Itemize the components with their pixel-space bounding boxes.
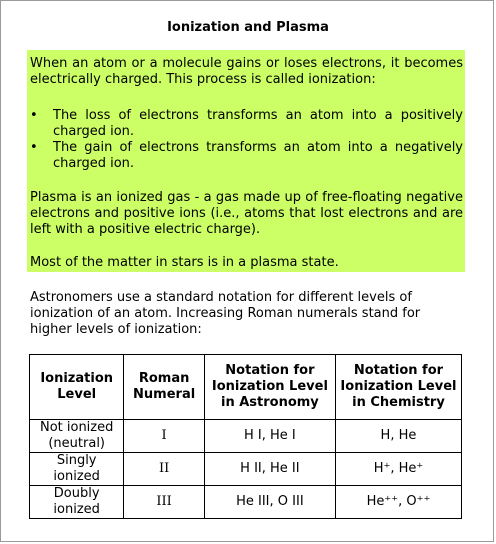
header-roman-numeral: Roman Numeral bbox=[124, 355, 205, 420]
plasma-definition-paragraph: Plasma is an ionized gas - a gas made up of free-floating negative electrons and positive ions (i.e., atoms that lost electrons and are left with a positive electric charge). bbox=[30, 190, 463, 237]
cell-ionization-level: Not ionized (neutral) bbox=[30, 420, 124, 453]
header-chemistry-notation: Notation for Ionization Level in Chemistry bbox=[335, 355, 461, 420]
bullet-item: The loss of electrons transforms an atom into a positively charged ion. bbox=[53, 108, 463, 139]
table-row bbox=[30, 486, 462, 519]
cell-astronomy-notation: H I, He I bbox=[204, 420, 335, 453]
cell-astronomy-notation: He III, O III bbox=[204, 486, 335, 519]
ionization-table bbox=[29, 354, 462, 519]
bullet-marker: • bbox=[30, 140, 38, 155]
cell-roman-numeral: I bbox=[124, 420, 205, 453]
cell-ionization-level: Singly ionized bbox=[30, 453, 124, 486]
cell-roman-numeral: II bbox=[124, 453, 205, 486]
cell-roman-numeral: III bbox=[124, 486, 205, 519]
page-title: Ionization and Plasma bbox=[167, 20, 329, 35]
cell-chemistry-notation: H⁺, He⁺ bbox=[335, 453, 461, 486]
cell-chemistry-notation: He⁺⁺, O⁺⁺ bbox=[335, 486, 461, 519]
bullet-marker: • bbox=[30, 108, 38, 123]
cell-astronomy-notation: H II, He II bbox=[204, 453, 335, 486]
header-astronomy-notation: Notation for Ionization Level in Astronomy bbox=[204, 355, 335, 420]
table-header-row bbox=[30, 355, 462, 420]
cell-chemistry-notation: H, He bbox=[335, 420, 461, 453]
stars-note-paragraph: Most of the matter in stars is in a plasma state. bbox=[30, 255, 339, 270]
table-row bbox=[30, 420, 462, 453]
intro-paragraph: When an atom or a molecule gains or loses electrons, it becomes electrically charged. This process is called ionization: bbox=[30, 56, 463, 87]
notation-intro-paragraph: Astronomers use a standard notation for different levels of ionization of an atom. Increasing Roman numerals stand for higher levels of ionization: bbox=[30, 290, 421, 337]
cell-ionization-level: Doubly ionized bbox=[30, 486, 124, 519]
bullet-item: The gain of electrons transforms an atom into a negatively charged ion. bbox=[53, 140, 463, 171]
header-ionization-level: Ionization Level bbox=[30, 355, 124, 420]
table-row bbox=[30, 453, 462, 486]
